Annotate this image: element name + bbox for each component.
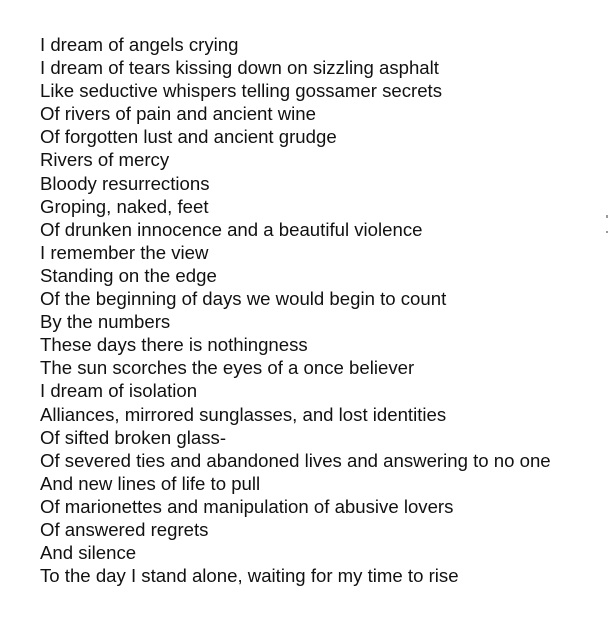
poem-line: Of answered regrets	[40, 518, 209, 540]
poem-line: Of drunken innocence and a beautiful violence	[40, 218, 423, 240]
poem-line: The sun scorches the eyes of a once believer	[40, 357, 415, 379]
poem-text	[40, 33, 551, 587]
poem-line: I dream of isolation	[40, 380, 198, 402]
poem-line: Like seductive whispers telling gossamer secrets	[40, 80, 443, 102]
poem-line: Of sifted broken glass-	[40, 426, 227, 448]
poem-line: By the numbers	[40, 311, 171, 333]
poem-line: Bloody resurrections	[40, 172, 210, 194]
poem-line: Of rivers of pain and ancient wine	[40, 103, 316, 125]
poem-line: And new lines of life to pull	[40, 472, 261, 494]
poem-line: Standing on the edge	[40, 264, 217, 286]
poem-line: Groping, naked, feet	[40, 195, 209, 217]
poem-line: Rivers of mercy	[40, 149, 170, 171]
scan-artifact	[606, 231, 608, 233]
poem-line: Of the beginning of days we would begin to count	[40, 288, 447, 310]
poem-line: To the day I stand alone, waiting for my time to rise	[40, 565, 459, 587]
poem-line: I dream of tears kissing down on sizzling asphalt	[40, 57, 439, 79]
poem-line: I dream of angels crying	[40, 34, 239, 55]
poem-line: Alliances, mirrored sunglasses, and lost identities	[40, 403, 447, 425]
poem-line: Of severed ties and abandoned lives and answering to no one	[40, 449, 551, 471]
poem-line: And silence	[40, 542, 137, 564]
poem-line: Of forgotten lust and ancient grudge	[40, 126, 337, 148]
poem-line: Of marionettes and manipulation of abusive lovers	[40, 495, 454, 517]
scan-artifact	[606, 215, 608, 218]
poem-line: These days there is nothingness	[40, 334, 308, 356]
poem-line: I remember the view	[40, 241, 209, 263]
